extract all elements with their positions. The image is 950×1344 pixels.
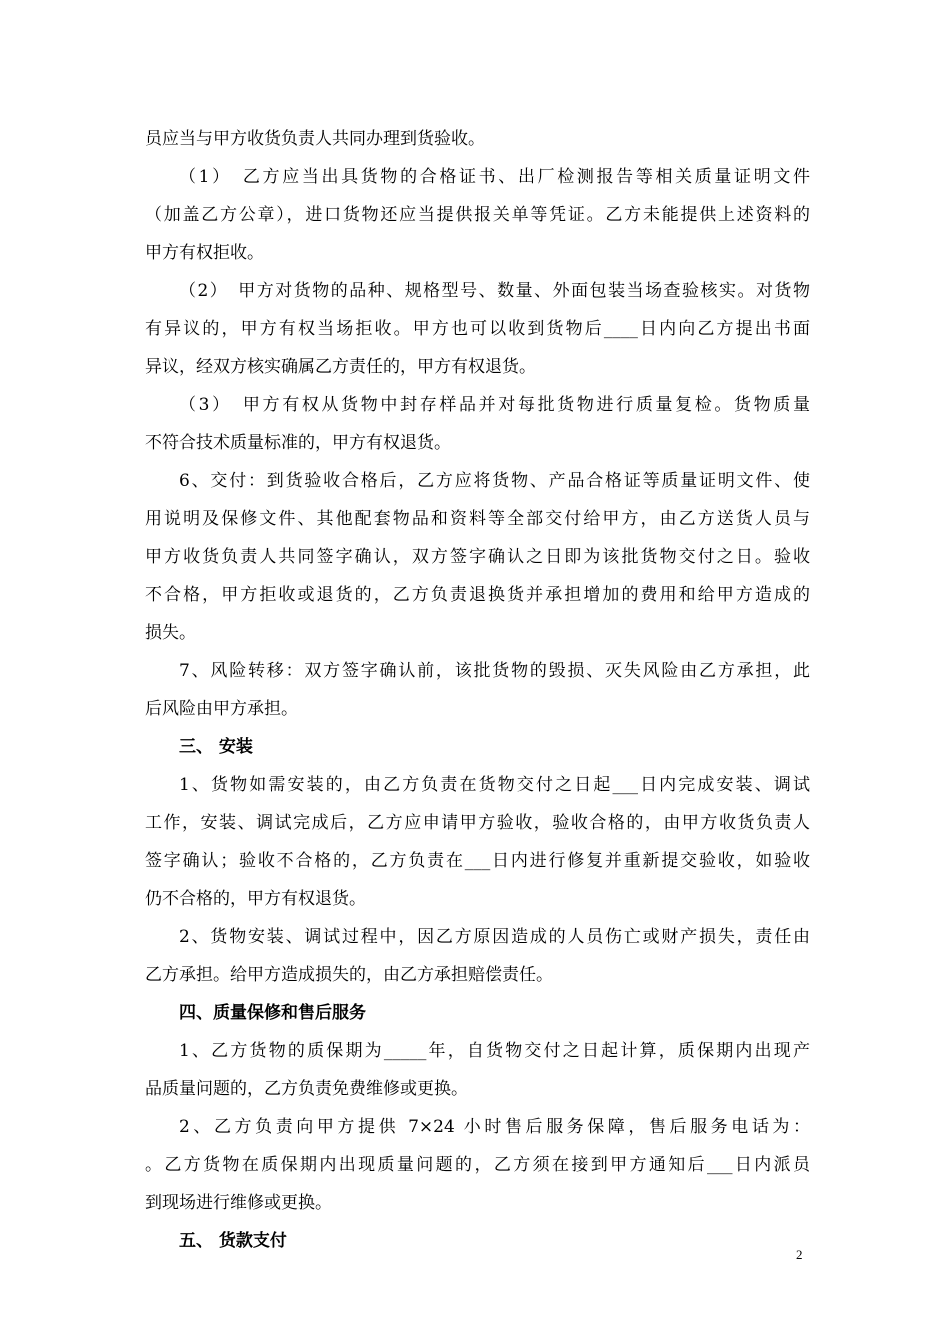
paragraph-line: 工作，安装、调试完成后，乙方应申请甲方验收，验收合格的，由甲方收货负责人 [145,813,810,833]
page-number: 2 [796,1247,803,1262]
paragraph-line: 用说明及保修文件、其他配套物品和资料等全部交付给甲方，由乙方送货人员与 [145,509,810,529]
document-body [145,120,810,1260]
paragraph-line: （3） 甲方有权从货物中封存样品并对每批货物进行质量复检。货物质量 [179,395,810,415]
paragraph-line: 签字确认；验收不合格的，乙方负责在___日内进行修复并重新提交验收，如验收 [145,851,810,871]
paragraph-line: 甲方有权拒收。 [145,243,264,263]
paragraph-line: （2） 甲方对货物的品种、规格型号、数量、外面包装当场查验核实。对货物 [179,281,810,301]
paragraph-line: 损失。 [145,623,196,643]
paragraph-line: 1、乙方货物的质保期为_____年，自货物交付之日起计算，质保期内出现产 [179,1041,810,1061]
paragraph-line: 仍不合格的，甲方有权退货。 [145,889,366,909]
paragraph-line: （1） 乙方应当出具货物的合格证书、出厂检测报告等相关质量证明文件 [179,167,810,187]
paragraph-line: 不符合技术质量标准的，甲方有权退货。 [145,433,451,453]
section-heading: 三、 安装 [179,737,253,757]
paragraph-line: 2、乙方负责向甲方提供 7×24 小时售后服务保障，售后服务电话为： [179,1117,810,1137]
paragraph-line: 7、风险转移：双方签字确认前，该批货物的毁损、灭失风险由乙方承担，此 [179,661,810,681]
paragraph-line: 有异议的，甲方有权当场拒收。甲方也可以收到货物后____日内向乙方提出书面 [145,319,810,339]
paragraph-line: 不合格，甲方拒收或退货的，乙方负责退换货并承担增加的费用和给甲方造成的 [145,585,810,605]
section-heading: 五、 货款支付 [179,1231,287,1251]
paragraph-line: 员应当与甲方收货负责人共同办理到货验收。 [145,129,485,149]
paragraph-line: 甲方收货负责人共同签字确认，双方签字确认之日即为该批货物交付之日。验收 [145,547,810,567]
paragraph-line: 1、货物如需安装的，由乙方负责在货物交付之日起___日内完成安装、调试 [179,775,810,795]
paragraph-line: 。乙方货物在质保期内出现质量问题的，乙方须在接到甲方通知后___日内派员 [145,1155,810,1175]
paragraph-line: 后风险由甲方承担。 [145,699,298,719]
section-heading: 四、质量保修和售后服务 [179,1003,366,1023]
paragraph-line: 异议，经双方核实确属乙方责任的，甲方有权退货。 [145,357,536,377]
paragraph-line: 乙方承担。给甲方造成损失的，由乙方承担赔偿责任。 [145,965,553,985]
paragraph-line: 6、交付：到货验收合格后，乙方应将货物、产品合格证等质量证明文件、使 [179,471,810,491]
paragraph-line: （加盖乙方公章），进口货物还应当提供报关单等凭证。乙方未能提供上述资料的 [145,205,810,225]
paragraph-line: 2、货物安装、调试过程中，因乙方原因造成的人员伤亡或财产损失，责任由 [179,927,810,947]
paragraph-line: 品质量问题的，乙方负责免费维修或更换。 [145,1079,468,1099]
paragraph-line: 到现场进行维修或更换。 [145,1193,332,1213]
